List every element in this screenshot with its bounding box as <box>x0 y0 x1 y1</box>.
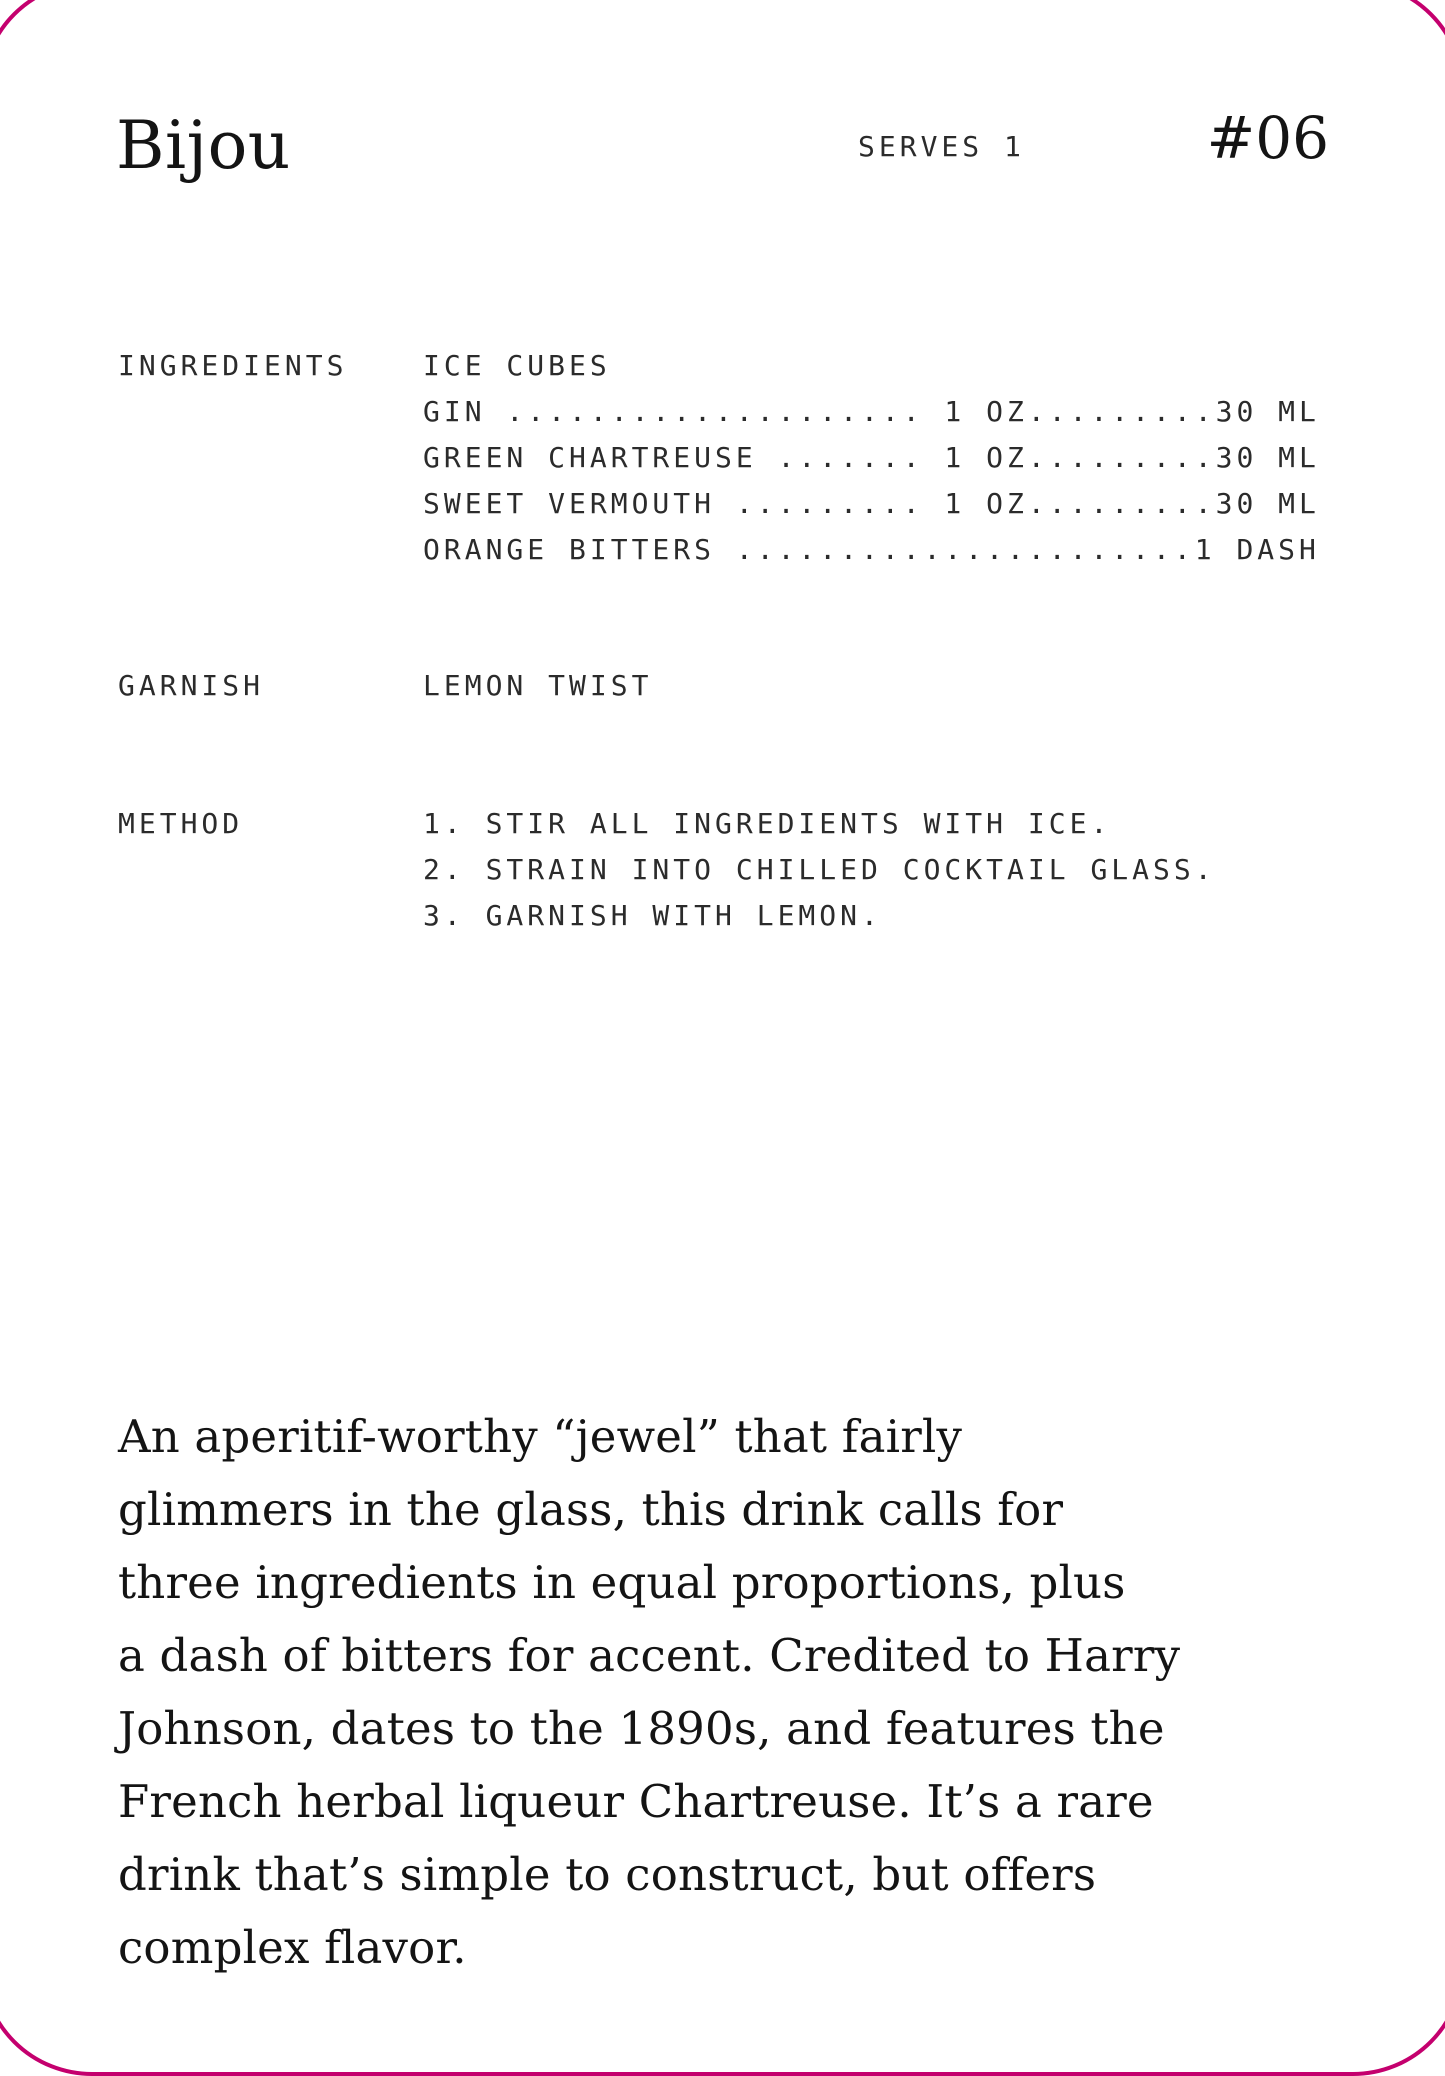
ingredient-row: GIN .................... 1 OZ.........30 ML <box>423 395 1320 428</box>
ingredients-label: INGREDIENTS <box>118 349 348 382</box>
ingredient-row: ORANGE BITTERS ......................1 DASH <box>423 533 1320 566</box>
method-step: 3. GARNISH WITH LEMON. <box>423 899 882 932</box>
description-line: Johnson, dates to the 1890s, and features the <box>118 1702 1165 1755</box>
description-line: complex flavor. <box>118 1921 467 1974</box>
description-line: glimmers in the glass, this drink calls for <box>118 1483 1064 1536</box>
method-label: METHOD <box>118 807 244 840</box>
garnish-value-block <box>423 663 652 709</box>
garnish-label: GARNISH <box>118 669 265 702</box>
method-step: 1. STIR ALL INGREDIENTS WITH ICE. <box>423 807 1112 840</box>
ingredient-row: GREEN CHARTREUSE ....... 1 OZ.........30 ML <box>423 441 1320 474</box>
method-steps <box>423 801 1216 939</box>
recipe-title: Bijou <box>116 107 291 184</box>
method-step: 2. STRAIN INTO CHILLED COCKTAIL GLASS. <box>423 853 1216 886</box>
recipe-number: #06 <box>1206 104 1329 172</box>
ingredient-row: SWEET VERMOUTH ......... 1 OZ.........30 ML <box>423 487 1320 520</box>
description-line: drink that’s simple to construct, but offers <box>118 1848 1097 1901</box>
recipe-description <box>118 1400 1378 1984</box>
description-line: French herbal liqueur Chartreuse. It’s a rare <box>118 1775 1154 1828</box>
description-line: a dash of bitters for accent. Credited to Harry <box>118 1629 1181 1682</box>
serves-label: SERVES 1 <box>858 130 1025 163</box>
garnish-value: LEMON TWIST <box>423 669 653 702</box>
ingredients-list <box>423 343 1320 573</box>
description-line: three ingredients in equal proportions, plus <box>118 1556 1126 1609</box>
description-line: An aperitif-worthy “jewel” that fairly <box>118 1410 963 1463</box>
ingredient-row: ICE CUBES <box>423 349 611 382</box>
